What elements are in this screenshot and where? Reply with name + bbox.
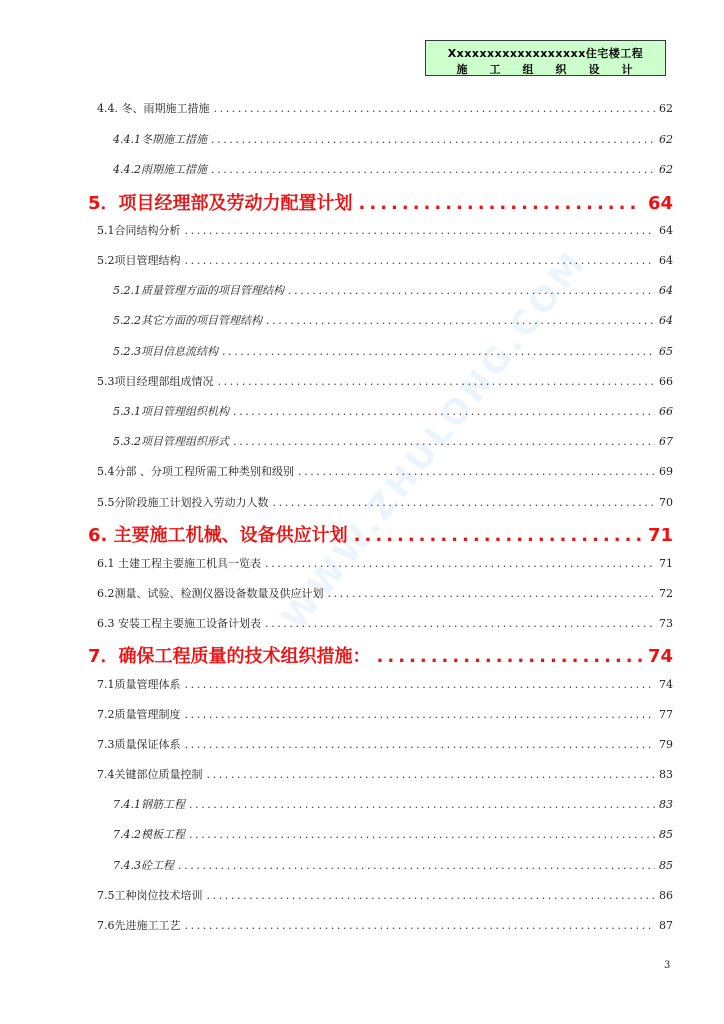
page-number: 3: [664, 960, 671, 971]
toc-entry[interactable]: 5.3.1项目管理组织机构 ..... 66: [113, 403, 673, 419]
toc-entry[interactable]: 6.1 土建工程主要施工机具一览表 ..... 71: [97, 555, 673, 571]
toc-entry[interactable]: 4.4.1冬期施工措施 ..... 62: [113, 131, 673, 147]
toc-entry[interactable]: 6.2测量、试验、检测仪器设备数量及供应计划 ..... 72: [97, 585, 673, 601]
toc-entry[interactable]: 7.1质量管理体系 ..... 74: [97, 676, 673, 692]
toc-entry[interactable]: 4.4.2雨期施工措施 ..... 62: [113, 161, 673, 177]
toc-entry[interactable]: 7.5工种岗位技术培训 ..... 86: [97, 887, 673, 903]
toc-chapter-heading[interactable]: 7．确保工程质量的技术组织措施： ..... 74: [88, 642, 673, 668]
toc-chapter-heading[interactable]: 6. 主要施工机械、设备供应计划 ..... 71: [88, 521, 673, 547]
toc-entry[interactable]: 7.4.1钢筋工程 ..... 83: [113, 796, 673, 812]
toc-entry[interactable]: 5.5分阶段施工计划投入劳动力人数 ..... 70: [97, 494, 673, 510]
toc-chapter-heading[interactable]: 5．项目经理部及劳动力配置计划 ..... 64: [88, 189, 673, 215]
toc-entry[interactable]: 5.3项目经理部组成情况 ..... 66: [97, 373, 673, 389]
toc-entry[interactable]: 7.6先进施工工艺 ..... 87: [97, 917, 673, 933]
toc-entry[interactable]: 7.2质量管理制度 ..... 77: [97, 706, 673, 722]
toc-entry[interactable]: 5.2.3项目信息流结构 ..... 65: [113, 343, 673, 359]
toc-entry[interactable]: 5.2.2其它方面的项目管理结构 ..... 64: [113, 312, 673, 328]
toc-entry[interactable]: 7.4关键部位质量控制 ..... 83: [97, 766, 673, 782]
project-title: Xxxxxxxxxxxxxxxxxx住宅楼工程: [447, 47, 644, 60]
toc-entry[interactable]: 5.3.2项目管理组织形式 ..... 67: [113, 433, 673, 449]
document-header-box: [425, 40, 666, 76]
document-subtitle: 施工组织设计: [456, 63, 655, 76]
toc-entry[interactable]: 7.3质量保证体系 ..... 79: [97, 736, 673, 752]
toc-entry[interactable]: 4.4. 冬、雨期施工措施 ..... 62: [97, 100, 673, 116]
toc-entry[interactable]: 5.4分部 、分项工程所需工种类别和级别 ..... 69: [97, 463, 673, 479]
watermark: WWW.ZHULONG.COM: [274, 242, 596, 638]
toc-entry[interactable]: 7.4.2模板工程 ..... 85: [113, 826, 673, 842]
toc-entry[interactable]: 5.2.1质量管理方面的项目管理结构 ..... 64: [113, 282, 673, 298]
toc-entry[interactable]: 5.1合同结构分析 ..... 64: [97, 222, 673, 238]
toc-entry[interactable]: 6.3 安装工程主要施工设备计划表 ..... 73: [97, 615, 673, 631]
toc-entry[interactable]: 5.2项目管理结构 ..... 64: [97, 252, 673, 268]
toc-entry[interactable]: 7.4.3砼工程 ..... 85: [113, 857, 673, 873]
